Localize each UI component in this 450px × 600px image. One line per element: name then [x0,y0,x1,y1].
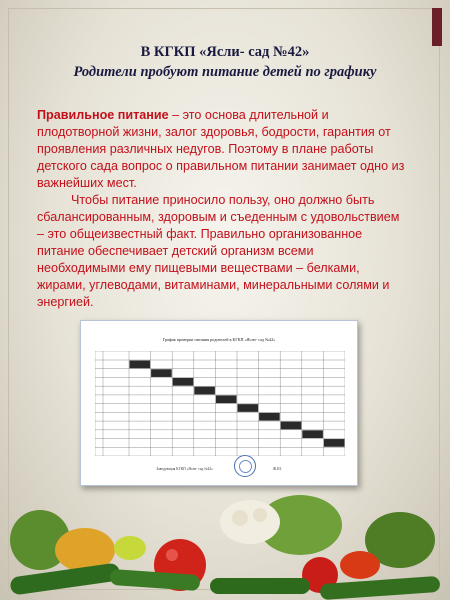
schedule-filled-cell [259,413,280,421]
corner-accent-bar [432,8,442,46]
document-footer-right: Ж.Ш. [272,467,282,471]
title-line-1: В КГКП «Ясли- сад №42» [140,44,310,60]
paragraph-1-lead: Правильное питание [37,108,169,122]
cucumber-4 [320,576,441,600]
schedule-table [95,351,345,456]
cucumber-3 [210,578,310,594]
schedule-filled-cell [324,439,345,447]
schedule-filled-cell [238,404,259,412]
schedule-filled-cell [302,430,323,438]
schedule-filled-cell [130,361,151,369]
paragraph-2 [37,192,405,311]
paragraph-1-text: – это основа длительной и плодотворной жизни, залог здоровья, бодрости, гарантия от проявления различных недугов. Поэтому в плане работы детского сада вопрос о правильном питании занимает одно из важнейших мест. [37,108,405,190]
schedule-filled-cell [151,369,172,377]
schedule-filled-cell [194,387,215,395]
schedule-filled-cell [173,378,194,386]
paragraph-1 [37,107,405,192]
schedule-document-photo [80,320,358,486]
schedule-filled-cell [216,395,237,403]
slide-title [10,42,440,82]
yellow-pepper [114,536,146,560]
cauliflower [220,500,280,544]
cucumber-1 [9,562,120,595]
document-footer-left: Заведующая КГКП «Ясли- сад №42» [156,467,213,471]
paragraph-2-text: Чтобы питание приносило пользу, оно должно быть сбалансированным, здоровым и съеденным с удовольствием – это общеизвестный факт. Правильно организованное питание обеспечивает детский организм всеми необходимыми ему пищевыми веществами – белками, жирами, углеводами, витаминами, минеральными солями и энергией. [37,193,400,309]
title-line-2: Родители пробуют питание детей по графику [73,64,377,80]
body-text [37,107,405,311]
document-heading: График проверки питания родителей в КГКП «Ясли- сад №42» [162,337,276,342]
pepper [340,551,380,579]
schedule-filled-cell [281,422,302,430]
vegetables-illustration [0,470,450,600]
